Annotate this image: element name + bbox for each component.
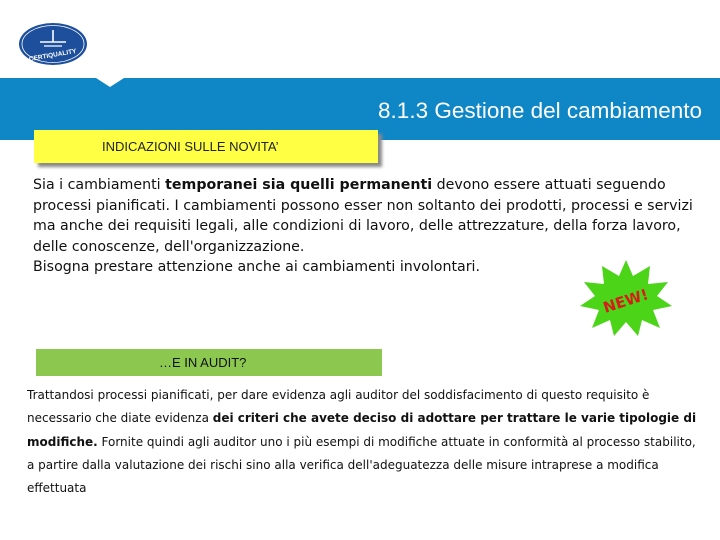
p1-rest: devono essere attuati seguendo processi pianificati. I cambiamenti possono esser non soltanto dei prodotti, processi e servizi ma anche dei requisiti legali, alle condizioni di lavoro, delle attrezzature, della forza lavoro, delle conoscenze, dell'organizzazione. (33, 177, 693, 255)
p2-text: Bisogna prestare attenzione anche ai cambiamenti involontari. (33, 259, 480, 276)
section-label-novita (34, 130, 378, 163)
page-title: 8.1.3 Gestione del cambiamento (378, 98, 702, 123)
audit-emphasis: dei criteri che avete deciso di adottare per trattare le varie tipologie di modifiche. (27, 411, 697, 449)
logo-text: CERTIQUALITY (28, 47, 77, 64)
p1-emphasis: temporanei sia quelli permanenti (165, 177, 433, 193)
audit-rest: Fornite quindi agli auditor uno i più esempi di modifiche attuate in conformità al processo stabilito, a partire dalla valutazione dei rischi sino alla verifica dell'adeguatezza delle misure intraprese a modifica effettuata (27, 434, 696, 496)
section-label-audit-text: …E IN AUDIT? (159, 355, 247, 370)
audit-intro: Trattandosi processi pianificati, per dare evidenza agli auditor del soddisfacimento di questo requisito è necessario che diate evidenza (27, 388, 650, 426)
certiquality-logo-icon (18, 22, 88, 66)
new-badge-text: NEW! (600, 285, 651, 317)
p1-intro: Sia i cambiamenti (33, 177, 166, 193)
section-label-audit (36, 349, 382, 376)
body-text-audit (27, 384, 697, 500)
section-label-novita-text: INDICAZIONI SULLE NOVITA’ (102, 139, 279, 154)
banner-notch (96, 78, 124, 87)
new-badge (578, 258, 674, 338)
